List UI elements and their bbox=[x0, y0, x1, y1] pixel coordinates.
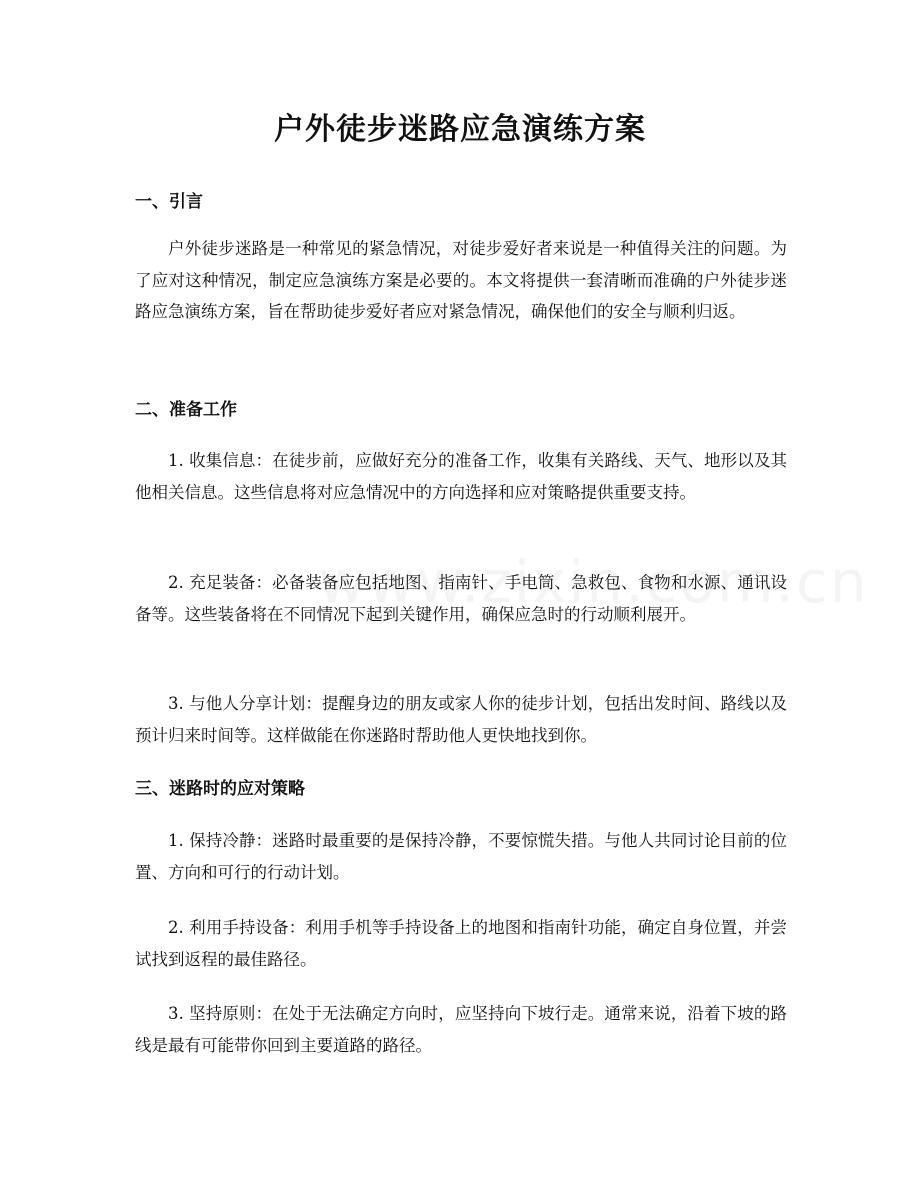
section-heading-preparation: 二、准备工作 bbox=[135, 400, 237, 420]
section-heading-strategy: 三、迷路时的应对策略 bbox=[135, 779, 305, 799]
strategy-item-3: 3. 坚持原则：在处于无法确定方向时，应坚持向下坡行走。通常来说，沿着下坡的路线是最有可能带你回到主要道路的路径。 bbox=[135, 1004, 787, 1055]
strategy-item-1: 1. 保持冷静：迷路时最重要的是保持冷静，不要惊慌失措。与他人共同讨论目前的位置、方向和可行的行动计划。 bbox=[135, 831, 787, 882]
section-heading-intro: 一、引言 bbox=[135, 192, 203, 212]
document-title: 户外徒步迷路应急演练方案 bbox=[274, 112, 646, 147]
strategy-item-2: 2. 利用手持设备：利用手机等手持设备上的地图和指南针功能，确定自身位置，并尝试找到返程的最佳路径。 bbox=[135, 918, 787, 969]
preparation-item-2: 2. 充足装备：必备装备应包括地图、指南针、手电筒、急救包、食物和水源、通讯设备等。这些装备将在不同情况下起到关键作用，确保应急时的行动顺利展开。 bbox=[135, 573, 787, 624]
preparation-item-3: 3. 与他人分享计划：提醒身边的朋友或家人你的徒步计划，包括出发时间、路线以及预计归来时间等。这样做能在你迷路时帮助他人更快地找到你。 bbox=[135, 694, 787, 745]
intro-paragraph: 户外徒步迷路是一种常见的紧急情况，对徒步爱好者来说是一种值得关注的问题。为了应对这种情况，制定应急演练方案是必要的。本文将提供一套清晰而准确的户外徒步迷路应急演练方案，旨在帮助徒步爱好者应对紧急情况，确保他们的安全与顺利归返。 bbox=[135, 239, 787, 321]
preparation-item-1: 1. 收集信息：在徒步前，应做好充分的准备工作，收集有关路线、天气、地形以及其他相关信息。这些信息将对应急情况中的方向选择和应对策略提供重要支持。 bbox=[135, 451, 787, 502]
